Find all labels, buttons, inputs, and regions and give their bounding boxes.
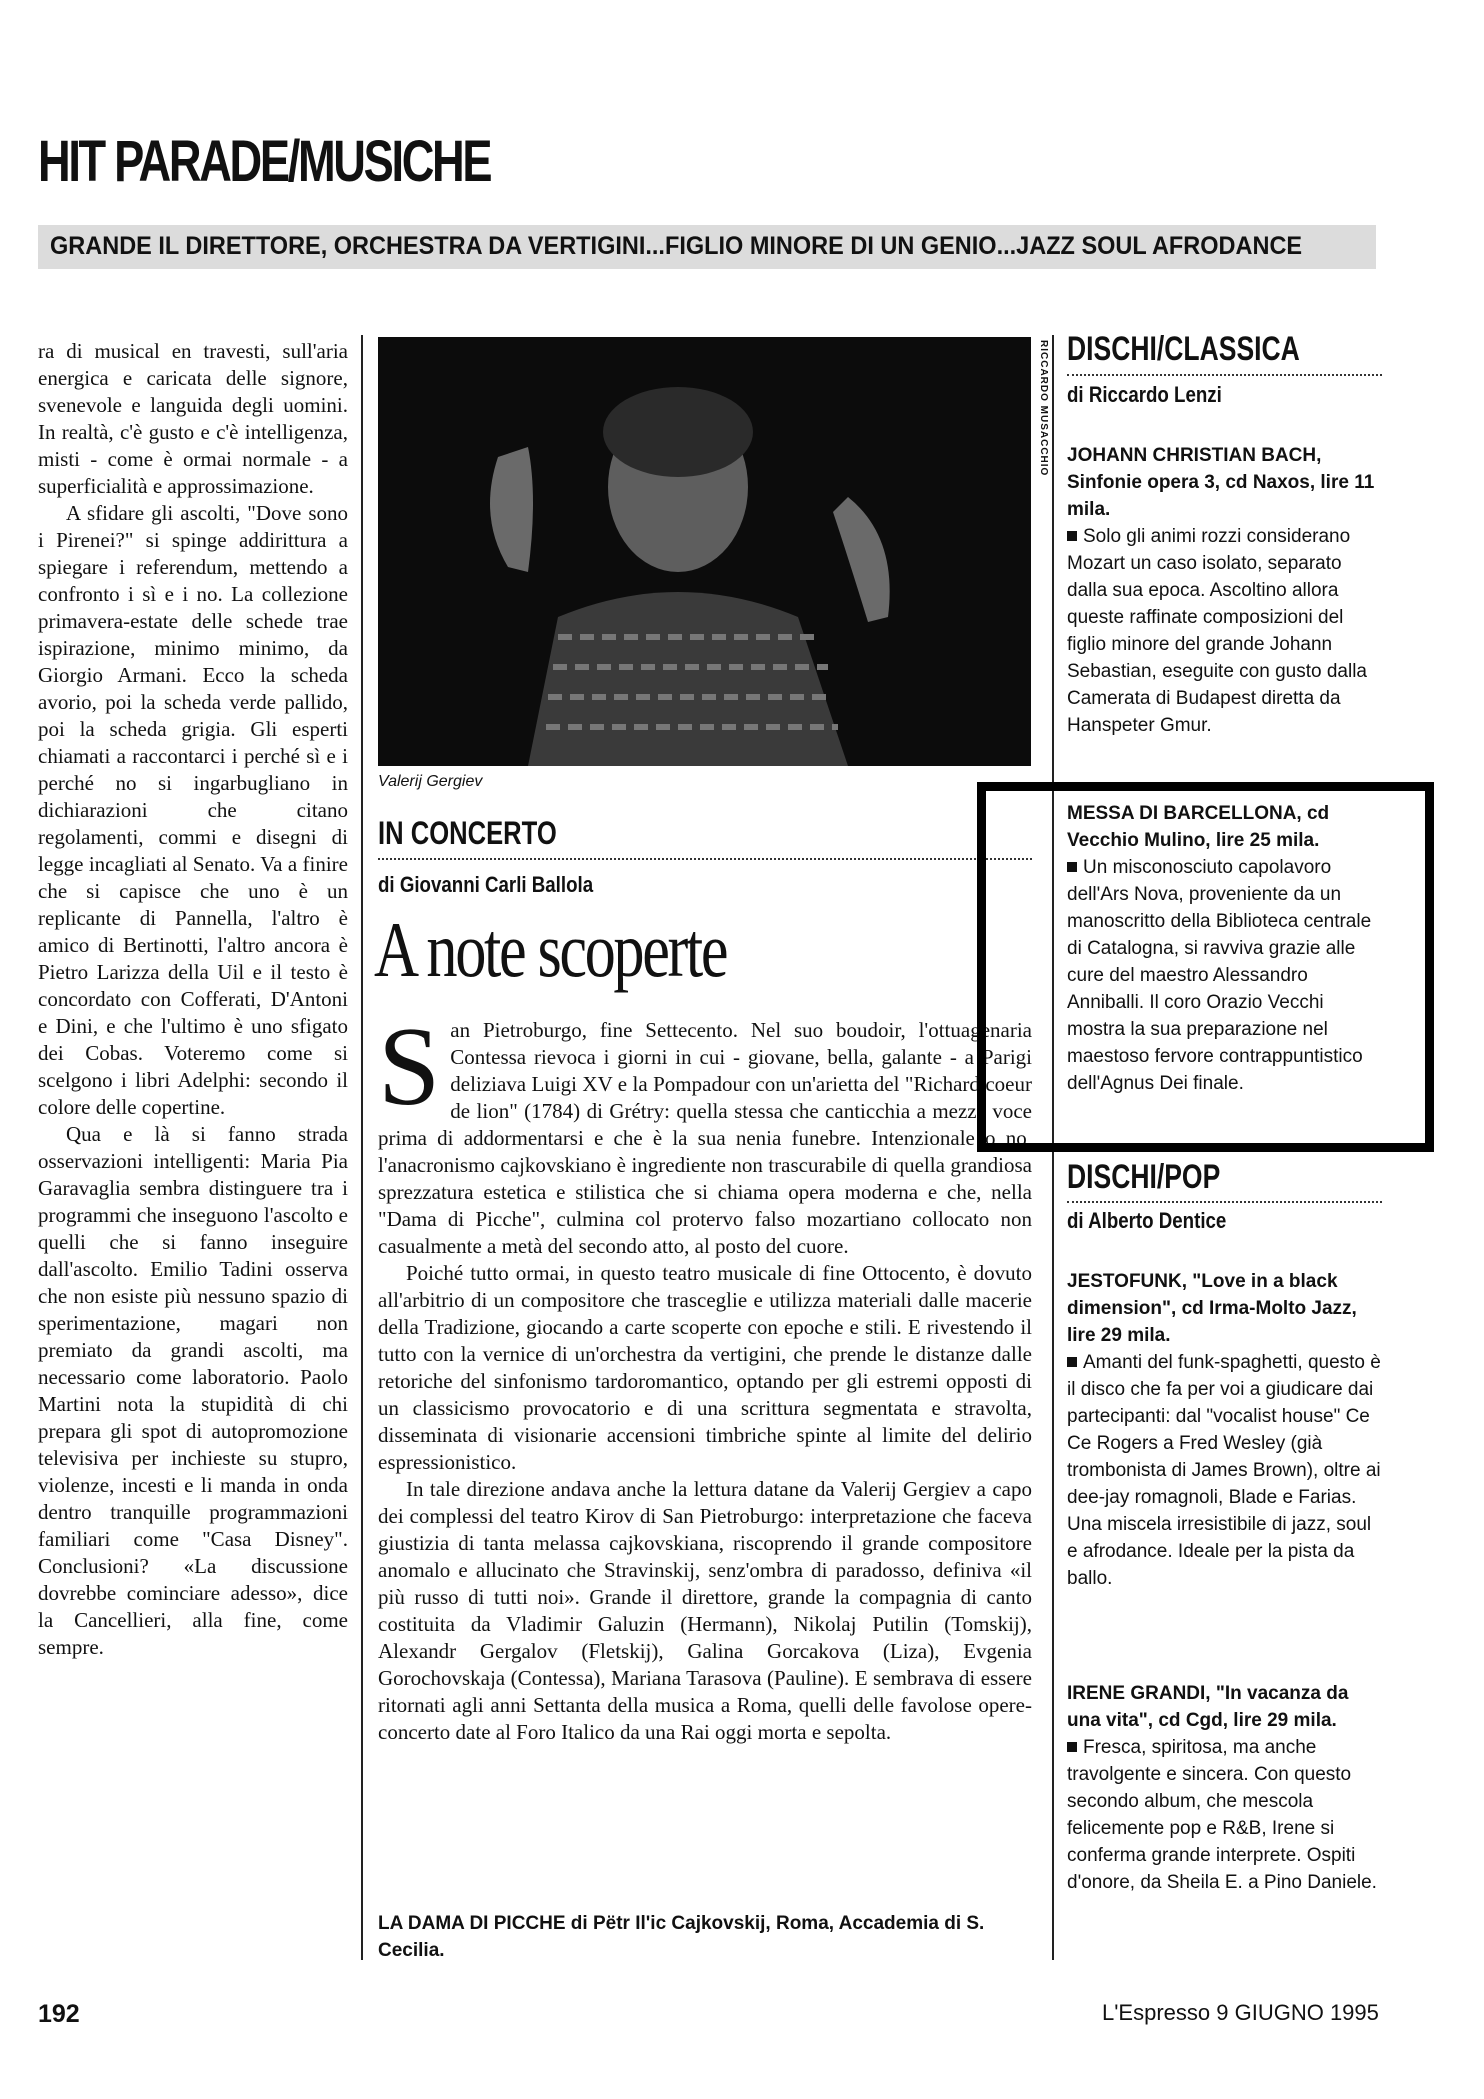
left-paragraph: ra di musical en travesti, sull'aria energica e caricata delle signore, svenevole e languida degli uomini. In realtà, c'è gusto e c'è intelligenza, misti - come è ormai normale - a superficialità e approssimazione. <box>38 339 348 498</box>
concerto-heading: IN CONCERTO <box>378 815 557 851</box>
left-column <box>38 338 348 1661</box>
section-title: HIT PARADE/MUSICHE <box>38 129 491 194</box>
pop-rule <box>1067 1201 1382 1203</box>
strap-text: GRANDE IL DIRETTORE, ORCHESTRA DA VERTIGINI...FIGLIO MINORE DI UN GENIO...JAZZ SOUL AFRODANCE <box>50 232 1303 260</box>
conductor-photo <box>378 337 1031 766</box>
pop-entry-body: Amanti del funk-spaghetti, questo è il disco che fa per voi a giudicare dai partecipanti: dal "vocalist house" Ce Ce Rogers a Fred Wesley (già trombonista di James Brown), oltre ai dee-jay romagnoli, Blade e Farias. Una miscela irresistibile di jazz, soul e afrodance. Ideale per la pista da ballo. <box>1067 1352 1381 1589</box>
pop-heading: DISCHI/POP <box>1067 1158 1221 1196</box>
pop-entry <box>1067 1268 1382 1592</box>
bullet-square-icon <box>1067 1742 1077 1752</box>
column-divider-left <box>361 335 363 1960</box>
concerto-body <box>378 1005 1032 1746</box>
bullet-square-icon <box>1067 1357 1077 1367</box>
left-paragraph: Qua e là si fanno strada osservazioni intelligenti: Maria Pia Garavaglia sembra distinguere tra i programmi che inseguono l'ascolto e quelli che si fanno inseguire dall'ascolto. Emilio Tadini osserva che non esiste più nessuno spazio di sperimentazione, magari non premiato da grandi ascolti, ma necessario come laboratorio. Paolo Martini nota la stupidità di chi prepara gli spot di autopromozione televisiva per inchieste su stupro, violenze, incesti e li manda in onda dentro tranquille programmazioni familiari come "Casa Disney". Conclusioni? «La discussione dovrebbe cominciare adesso», dice la Cancellieri, alla fine, come sempre. <box>38 1122 348 1659</box>
concerto-byline: di Giovanni Carli Ballola <box>378 872 594 897</box>
classica-entry-body: Un misconosciuto capolavoro dell'Ars Nova, proveniente da un manoscritto della Biblioteca centrale di Catalogna, si ravviva grazie alle cure del maestro Alessandro Anniballi. Il coro Orazio Vecchi mostra la sua preparazione nel maestoso fervore contrappuntistico dell'Agnus Dei finale. <box>1067 857 1372 1094</box>
pop-entry-title: JESTOFUNK, "Love in a black dimension", cd Irma-Molto Jazz, lire 29 mila. <box>1067 1271 1357 1346</box>
page-number: 192 <box>38 2000 80 2028</box>
concerto-paragraph: In tale direzione andava anche la lettura datane da Valerij Gergiev a capo dei complessi del teatro Kirov di San Pietroburgo: interpretazione che faceva giustizia di tanta melassa cajkovskiana, riscoprendo il grande compositore anomalo e allucinato che Stravinskij, senz'ombra di paradosso, definiva «il più russo di tutti noi». Grande il direttore, grande la compagnia di canto costituita da Vladimir Galuzin (Hermann), Nikolaj Putilin (Tomskij), Alexandr Gergalov (Fletskij), Galina Gorcakova (Liza), Evgenia Gorochovskaja (Contessa), Mariana Tarasova (Pauline). E sembrava di essere ritornati agli anni Settanta della musica a Roma, quelli delle favolose opere-concerto date al Foro Italico da una Rai oggi morta e sepolta. <box>378 1477 1032 1744</box>
drop-cap: S <box>378 1005 441 1129</box>
pop-byline: di Alberto Dentice <box>1067 1208 1227 1233</box>
concerto-paragraph: an Pietroburgo, fine Settecento. Nel suo boudoir, l'ottuagenaria Contessa rievoca i giorni in cui - giovane, bella, galante - a Parigi deliziava Luigi XV e la Pompadour con un'arietta del "Richard coeur de lion" (1784) di Grétry: quella stessa che canticchia a mezza voce prima di addormentarsi e che è la sua nenia funebre. Intenzionale o no, l'anacronismo cajkovskiano è ingrediente non trascurabile di quella grandiosa sprezzatura estetica e stilistica che si chiama opera moderna e che, nella "Dama di Picche", culmina col protervo falso mozartiano collocato non casualmente a metà del secondo atto, al posto del cuore. <box>378 1018 1032 1258</box>
concerto-headline: A note scoperte <box>374 906 727 993</box>
classica-entry-title: MESSA DI BARCELLONA, cd Vecchio Mulino, lire 25 mila. <box>1067 803 1330 851</box>
classica-entry-body: Solo gli animi rozzi considerano Mozart un caso isolato, separato dalla sua epoca. Ascoltino allora queste raffinate composizioni del figlio minore del grande Johann Sebastian, eseguite con gusto dalla Camerata di Budapest diretta da Hanspeter Gmur. <box>1067 526 1367 736</box>
pop-entry-body: Fresca, spiritosa, ma anche travolgente e sincera. Con questo secondo album, che mescola felicemente pop e R&B, Irene si conferma grande interprete. Ospiti d'onore, da Sheila E. a Pino Daniele. <box>1067 1737 1377 1893</box>
classica-heading: DISCHI/CLASSICA <box>1067 330 1300 368</box>
concerto-credits: LA DAMA DI PICCHE di Pëtr Il'ic Cajkovskij, Roma, Accademia di S. Cecilia. <box>378 1913 985 1961</box>
photo-credit: RICCARDO MUSACCHIO <box>1038 340 1049 477</box>
classica-byline: di Riccardo Lenzi <box>1067 382 1222 407</box>
issue-folio: L'Espresso 9 GIUGNO 1995 <box>1102 2000 1379 2025</box>
highlight-box <box>977 782 1434 1152</box>
left-paragraph: A sfidare gli ascolti, "Dove sono i Pirenei?" si spinge addirittura a spiegare i referendum, mettendo a confronto i sì e i no. La collezione primavera-estate delle schede trae ispirazione, minimo minimo, da Giorgio Armani. Ecco la scheda avorio, poi la scheda verde pallido, poi la scheda grigia. Gli esperti chiamati a raccontarci i perché sì e i perché no si ingarbugliano in dichiarazioni che citano regolamenti, commi e disegni di legge incagliati al Senato. Va a finire che si capisce che uno è un replicante di Pannella, l'altro è amico di Bertinotti, l'altro ancora è Pietro Larizza della Uil e il testo è concordato con Cofferati, D'Antoni e Dini, e che l'ultimo è uno sfigato dei Cobas. Voteremo come si scelgono i libri Adelphi: secondo il colore delle copertine. <box>38 501 348 1119</box>
bullet-square-icon <box>1067 531 1077 541</box>
classica-entry <box>1067 442 1382 739</box>
classica-rule <box>1067 374 1382 376</box>
conductor-illustration <box>378 337 1031 766</box>
concerto-paragraph: Poiché tutto ormai, in questo teatro musicale di fine Ottocento, è dovuto all'arbitrio di un compositore che trasceglie e utilizza materiali dalle macerie della Tradizione, giocando a carte scoperte con epoche e stili. E rivestendo il tutto con la vernice di un'orchestra da vertigini, che prende le distanze dalle retoriche del sinfonismo tardoromantico, optando per gli estremi opposti di un classicismo provocatorio e di una scrittura segmentata e stravolta, disseminata di visionarie accensioni timbriche spinte al limite del delirio espressionistico. <box>378 1261 1032 1474</box>
pop-entry-title: IRENE GRANDI, "In vacanza da una vita", cd Cgd, lire 29 mila. <box>1067 1683 1349 1731</box>
photo-caption: Valerij Gergiev <box>378 773 483 790</box>
classica-entry-title: JOHANN CHRISTIAN BACH, Sinfonie opera 3, cd Naxos, lire 11 mila. <box>1067 445 1375 520</box>
heading-rule <box>378 858 1032 860</box>
strap-banner <box>38 225 1376 269</box>
pop-entry <box>1067 1680 1382 1896</box>
